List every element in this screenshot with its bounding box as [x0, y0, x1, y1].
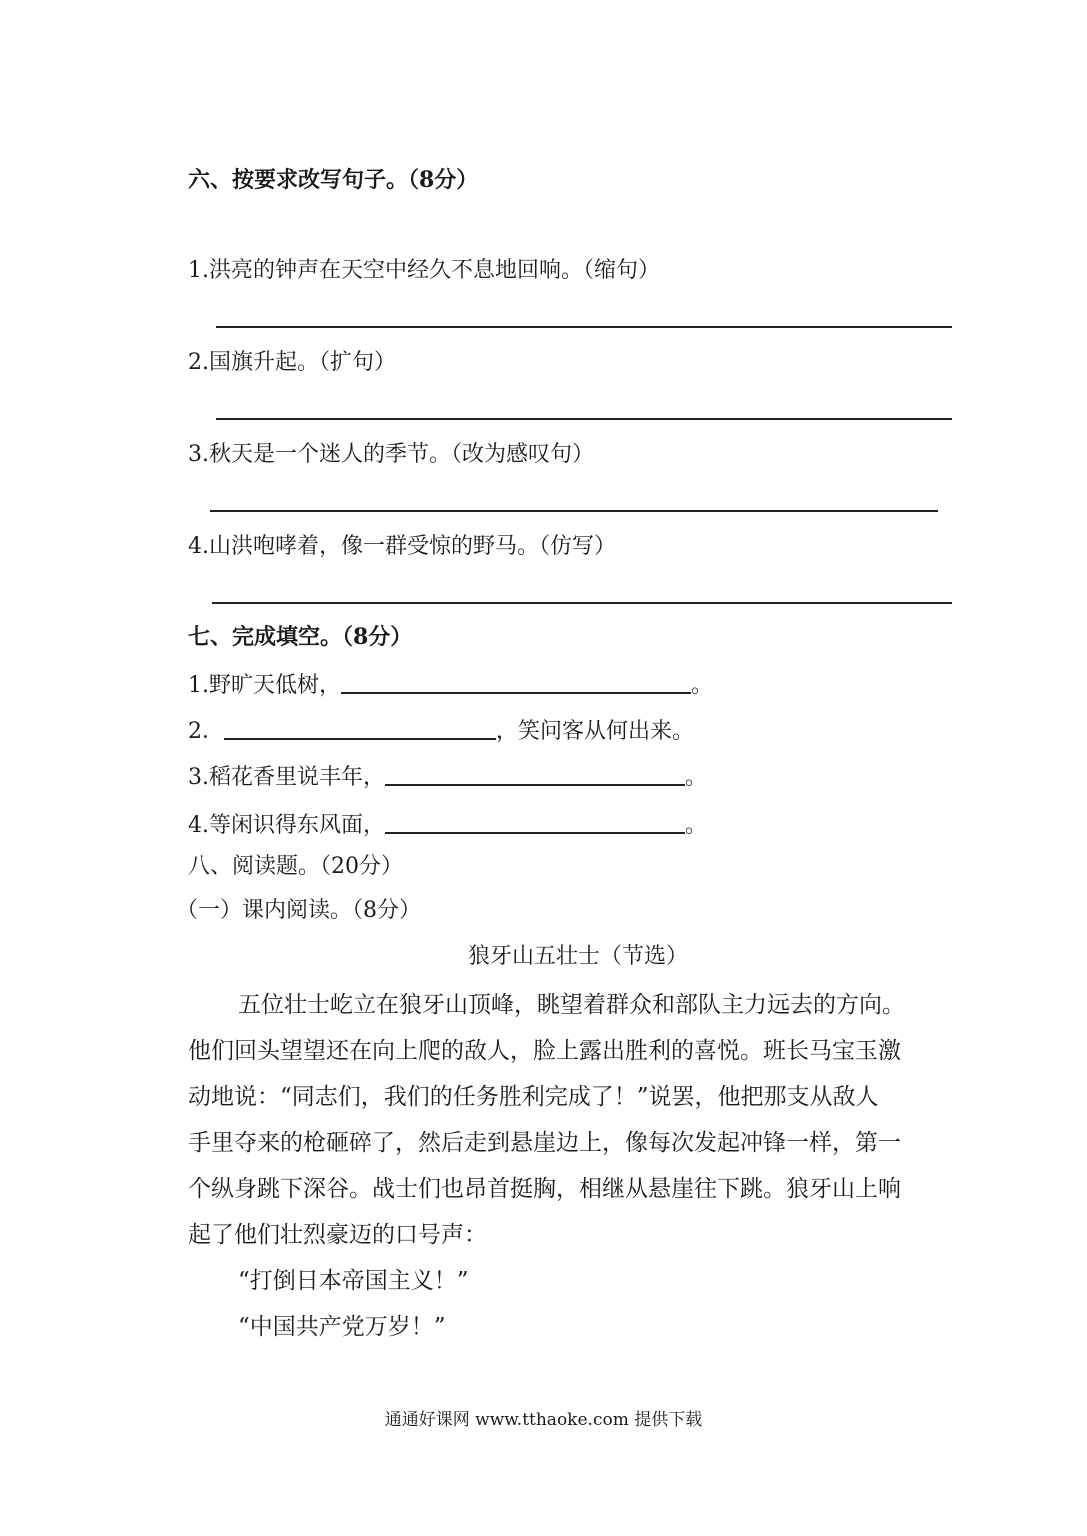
fill-item-2-prefix: 2． — [188, 719, 224, 744]
fill-item-1 — [188, 670, 713, 700]
section-8-heading: 八、阅读题。（20分） — [188, 854, 403, 879]
section-6-heading: 六、按要求改写句子。（8分） — [188, 167, 479, 193]
passage-line-6: 起了他们壮烈豪迈的口号声： — [188, 1222, 487, 1248]
page-footer: 通通好课网 www.tthaoke.com 提供下载 — [384, 1410, 703, 1430]
answer-line-4[interactable] — [212, 602, 952, 604]
section-7-heading: 七、完成填空。（8分） — [188, 624, 413, 650]
rewrite-item-1: 1.洪亮的钟声在天空中经久不息地回响。（缩句） — [188, 258, 660, 283]
passage-line-3: 动地说：“同志们，我们的任务胜利完成了！”说罢，他把那支从敌人 — [188, 1084, 879, 1110]
rewrite-item-2: 2.国旗升起。（扩句） — [188, 350, 396, 375]
fill-item-4-suffix: 。 — [685, 813, 708, 838]
section-8-subheading: （一）课内阅读。（8分） — [176, 898, 421, 923]
rewrite-item-4: 4.山洪咆哮着，像一群受惊的野马。（仿写） — [188, 534, 616, 559]
fill-item-3-suffix: 。 — [685, 765, 708, 790]
answer-line-2[interactable] — [216, 418, 952, 420]
fill-item-1-prefix: 1.野旷天低树， — [188, 673, 341, 698]
passage-title: 狼牙山五壮士（节选） — [468, 944, 689, 969]
fill-item-1-suffix: 。 — [691, 673, 714, 698]
fill-item-3-prefix: 3.稻花香里说丰年， — [188, 765, 385, 790]
slogan-2: “中国共产党万岁！” — [238, 1314, 446, 1340]
passage-line-4: 手里夺来的枪砸碎了，然后走到悬崖边上，像每次发起冲锋一样，第一 — [188, 1130, 901, 1156]
passage-line-5: 个纵身跳下深谷。战士们也昂首挺胸，相继从悬崖往下跳。狼牙山上响 — [188, 1176, 901, 1202]
answer-line-1[interactable] — [216, 326, 952, 328]
fill-item-2-suffix: ，笑问客从何出来。 — [496, 719, 695, 744]
rewrite-item-3: 3.秋天是一个迷人的季节。（改为感叹句） — [188, 442, 594, 467]
fill-blank-3[interactable] — [385, 762, 685, 786]
fill-item-3 — [188, 762, 707, 792]
fill-item-2 — [188, 716, 694, 746]
fill-item-4-prefix: 4.等闲识得东风面， — [188, 813, 385, 838]
passage-line-2: 他们回头望望还在向上爬的敌人，脸上露出胜利的喜悦。班长马宝玉激 — [188, 1038, 901, 1064]
fill-blank-4[interactable] — [385, 810, 685, 834]
fill-item-4 — [188, 810, 707, 840]
answer-line-3[interactable] — [210, 510, 938, 512]
slogan-1: “打倒日本帝国主义！” — [238, 1268, 469, 1294]
fill-blank-1[interactable] — [341, 670, 691, 694]
passage-line-1: 五位壮士屹立在狼牙山顶峰，眺望着群众和部队主力远去的方向。 — [238, 992, 905, 1018]
fill-blank-2[interactable] — [224, 716, 496, 740]
passage-body — [188, 982, 953, 1350]
